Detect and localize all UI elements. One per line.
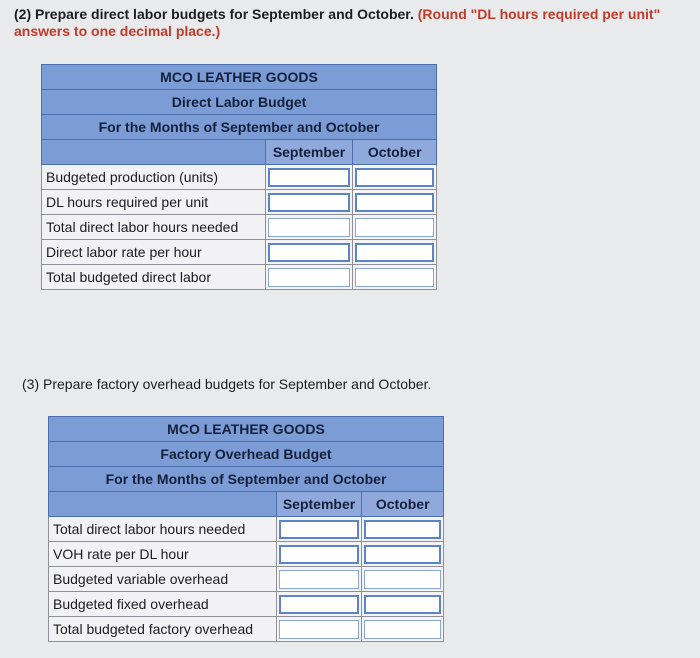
dl-hours-per-unit-october-input[interactable]: [355, 193, 434, 212]
foh-fixed-overhead-october-input[interactable]: [364, 595, 441, 614]
table-row: [42, 265, 437, 290]
table-row: [42, 190, 437, 215]
dl-total-budgeted-october-input[interactable]: [355, 268, 434, 287]
foh-variable-overhead-october-input[interactable]: [364, 570, 441, 589]
table-row: [42, 165, 437, 190]
foh-header-blank: [49, 492, 277, 517]
dl-hours-per-unit-september-input[interactable]: [268, 193, 351, 212]
foh-company-name: MCO LEATHER GOODS: [49, 417, 444, 442]
dl-rate-per-hour-september-input[interactable]: [268, 243, 351, 262]
foh-total-dl-hours-october-input[interactable]: [364, 520, 441, 539]
row-label: DL hours required per unit: [42, 190, 266, 215]
row-label: Total direct labor hours needed: [42, 215, 266, 240]
dl-total-hours-september-input[interactable]: [268, 218, 351, 237]
table-row: [42, 240, 437, 265]
dl-col-september: September: [265, 140, 353, 165]
row-label: Total direct labor hours needed: [49, 517, 277, 542]
foh-col-october: October: [362, 492, 444, 517]
foh-total-dl-hours-september-input[interactable]: [279, 520, 360, 539]
foh-voh-rate-october-input[interactable]: [364, 545, 441, 564]
table-row: [49, 517, 444, 542]
row-label: Total budgeted direct labor: [42, 265, 266, 290]
dl-budgeted-production-october-input[interactable]: [355, 168, 434, 187]
foh-fixed-overhead-september-input[interactable]: [279, 595, 360, 614]
foh-total-overhead-september-input[interactable]: [279, 620, 360, 639]
dl-rate-per-hour-october-input[interactable]: [355, 243, 434, 262]
dl-total-hours-october-input[interactable]: [355, 218, 434, 237]
foh-total-overhead-october-input[interactable]: [364, 620, 441, 639]
dl-total-budgeted-september-input[interactable]: [268, 268, 351, 287]
table-row: [49, 592, 444, 617]
dl-header-blank: [42, 140, 266, 165]
row-label: Budgeted production (units): [42, 165, 266, 190]
table-row: [42, 215, 437, 240]
question-3-prompt: (3) Prepare factory overhead budgets for September and October.: [22, 376, 432, 392]
dl-col-october: October: [353, 140, 437, 165]
question-2-prompt: [14, 6, 694, 40]
factory-overhead-budget-table: [48, 416, 444, 642]
direct-labor-budget-table: [41, 64, 437, 290]
dl-budget-period: For the Months of September and October: [42, 115, 437, 140]
question-2-text: (2) Prepare direct labor budgets for September and October.: [14, 6, 414, 22]
foh-variable-overhead-september-input[interactable]: [279, 570, 360, 589]
dl-company-name: MCO LEATHER GOODS: [42, 65, 437, 90]
row-label: Direct labor rate per hour: [42, 240, 266, 265]
row-label: Total budgeted factory overhead: [49, 617, 277, 642]
dl-budget-title: Direct Labor Budget: [42, 90, 437, 115]
row-label: Budgeted fixed overhead: [49, 592, 277, 617]
rounding-note: (Round "DL hours required per unit" answers to one decimal place.): [14, 6, 661, 39]
table-row: [49, 617, 444, 642]
row-label: VOH rate per DL hour: [49, 542, 277, 567]
foh-budget-period: For the Months of September and October: [49, 467, 444, 492]
foh-voh-rate-september-input[interactable]: [279, 545, 360, 564]
dl-budgeted-production-september-input[interactable]: [268, 168, 351, 187]
table-row: [49, 567, 444, 592]
foh-budget-title: Factory Overhead Budget: [49, 442, 444, 467]
table-row: [49, 542, 444, 567]
foh-col-september: September: [276, 492, 362, 517]
row-label: Budgeted variable overhead: [49, 567, 277, 592]
